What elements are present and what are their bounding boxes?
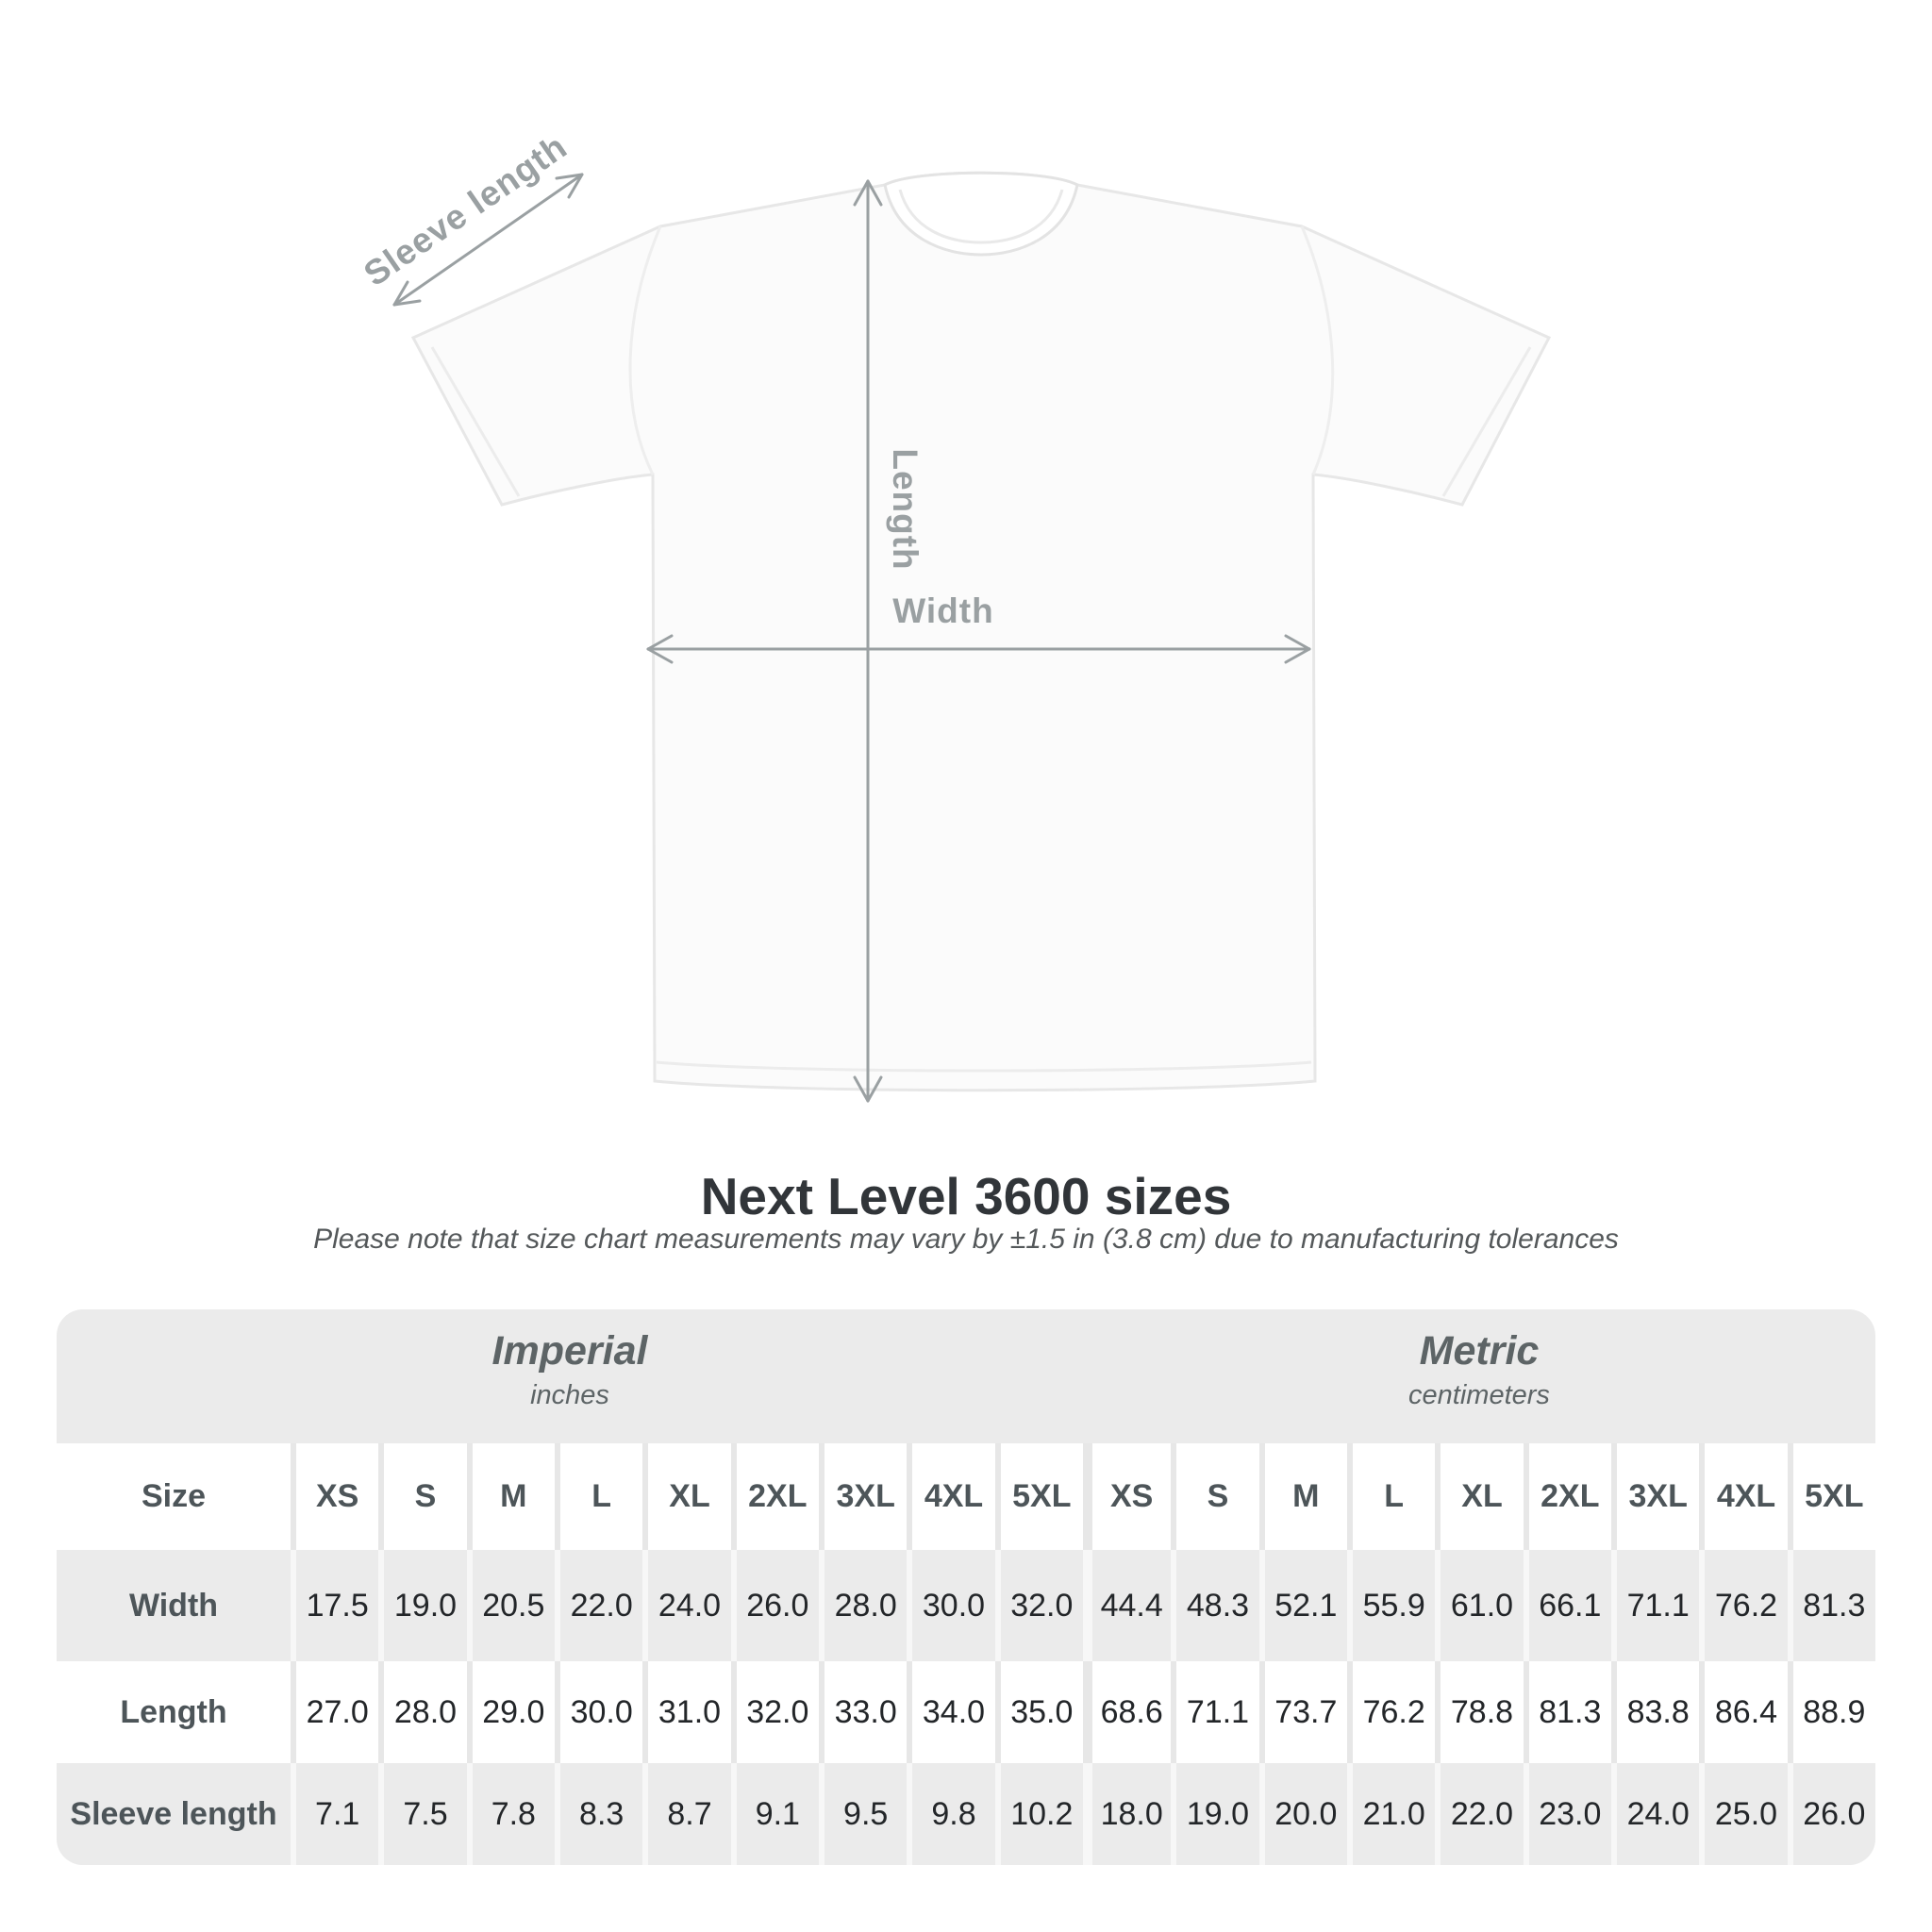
value-cell: 28.0 [378, 1661, 466, 1763]
value-cell: 7.8 [467, 1763, 555, 1865]
value-cell: 78.8 [1435, 1661, 1523, 1763]
size-column-header: 5XL [1788, 1443, 1875, 1550]
value-cell: 76.2 [1347, 1661, 1435, 1763]
size-header-row [57, 1443, 1875, 1550]
unit-band [57, 1309, 1875, 1443]
value-cell: 22.0 [555, 1550, 642, 1661]
length-label: Length [886, 448, 925, 571]
size-column-header: XS [291, 1443, 378, 1550]
value-cell: 19.0 [1171, 1763, 1258, 1865]
value-cell: 66.1 [1524, 1550, 1611, 1661]
value-cell: 29.0 [467, 1661, 555, 1763]
imperial-unit: inches [530, 1380, 609, 1411]
size-table [57, 1309, 1875, 1865]
tolerance-note: Please note that size chart measurements may vary by ±1.5 in (3.8 cm) due to manufacturing tolerances [313, 1224, 1619, 1255]
size-column-header: 2XL [1524, 1443, 1611, 1550]
value-cell: 7.1 [291, 1763, 378, 1865]
value-cell: 10.2 [995, 1763, 1083, 1865]
value-cell: 68.6 [1083, 1661, 1171, 1763]
tshirt-illustration [413, 173, 1549, 1091]
width-row [57, 1550, 1875, 1661]
value-cell: 18.0 [1083, 1763, 1171, 1865]
imperial-label: Imperial [491, 1328, 648, 1374]
value-cell: 83.8 [1611, 1661, 1699, 1763]
value-cell: 73.7 [1259, 1661, 1347, 1763]
value-cell: 26.0 [731, 1550, 819, 1661]
value-cell: 26.0 [1788, 1763, 1875, 1865]
size-column-header: L [555, 1443, 642, 1550]
value-cell: 35.0 [995, 1661, 1083, 1763]
size-column-header: 5XL [995, 1443, 1083, 1550]
size-column-header: 4XL [1699, 1443, 1787, 1550]
value-cell: 76.2 [1699, 1550, 1787, 1661]
size-column-header: 2XL [731, 1443, 819, 1550]
value-cell: 34.0 [907, 1661, 994, 1763]
size-column-header: M [467, 1443, 555, 1550]
value-cell: 28.0 [819, 1550, 907, 1661]
size-column-header: S [1171, 1443, 1258, 1550]
value-cell: 30.0 [907, 1550, 994, 1661]
value-cell: 86.4 [1699, 1661, 1787, 1763]
imperial-section-header [57, 1309, 1083, 1443]
value-cell: 71.1 [1171, 1661, 1258, 1763]
value-cell: 32.0 [731, 1661, 819, 1763]
value-cell: 71.1 [1611, 1550, 1699, 1661]
size-column-header: XL [1435, 1443, 1523, 1550]
value-cell: 7.5 [378, 1763, 466, 1865]
size-column-header: XL [642, 1443, 730, 1550]
value-cell: 61.0 [1435, 1550, 1523, 1661]
value-cell: 21.0 [1347, 1763, 1435, 1865]
value-cell: 31.0 [642, 1661, 730, 1763]
size-column-header: 3XL [1611, 1443, 1699, 1550]
value-cell: 9.1 [731, 1763, 819, 1865]
value-cell: 8.3 [555, 1763, 642, 1865]
value-cell: 20.0 [1259, 1763, 1347, 1865]
value-cell: 44.4 [1083, 1550, 1171, 1661]
value-cell: 81.3 [1524, 1661, 1611, 1763]
metric-section-header [1083, 1309, 1875, 1443]
value-cell: 9.5 [819, 1763, 907, 1865]
value-cell: 32.0 [995, 1550, 1083, 1661]
sleeve-length-row [57, 1763, 1875, 1865]
value-cell: 27.0 [291, 1661, 378, 1763]
value-cell: 25.0 [1699, 1763, 1787, 1865]
value-cell: 88.9 [1788, 1661, 1875, 1763]
metric-unit: centimeters [1408, 1380, 1550, 1411]
value-cell: 8.7 [642, 1763, 730, 1865]
value-cell: 9.8 [907, 1763, 994, 1865]
size-column-header: 3XL [819, 1443, 907, 1550]
metric-label: Metric [1419, 1328, 1540, 1374]
value-cell: 81.3 [1788, 1550, 1875, 1661]
value-cell: 20.5 [467, 1550, 555, 1661]
value-cell: 48.3 [1171, 1550, 1258, 1661]
size-column-header: M [1259, 1443, 1347, 1550]
value-cell: 24.0 [642, 1550, 730, 1661]
row-label-cell: Size [57, 1443, 291, 1550]
size-column-header: S [378, 1443, 466, 1550]
value-cell: 17.5 [291, 1550, 378, 1661]
width-label: Width [892, 591, 994, 630]
length-row [57, 1661, 1875, 1763]
row-label-cell: Sleeve length [57, 1763, 291, 1865]
value-cell: 55.9 [1347, 1550, 1435, 1661]
page-title: Next Level 3600 sizes [700, 1167, 1232, 1225]
value-cell: 30.0 [555, 1661, 642, 1763]
value-cell: 19.0 [378, 1550, 466, 1661]
size-column-header: 4XL [907, 1443, 994, 1550]
value-cell: 23.0 [1524, 1763, 1611, 1865]
size-column-header: XS [1083, 1443, 1171, 1550]
row-label-cell: Length [57, 1661, 291, 1763]
row-label-cell: Width [57, 1550, 291, 1661]
size-column-header: L [1347, 1443, 1435, 1550]
value-cell: 52.1 [1259, 1550, 1347, 1661]
sleeve-length-label: Sleeve length [357, 126, 575, 294]
value-cell: 24.0 [1611, 1763, 1699, 1865]
value-cell: 33.0 [819, 1661, 907, 1763]
value-cell: 22.0 [1435, 1763, 1523, 1865]
